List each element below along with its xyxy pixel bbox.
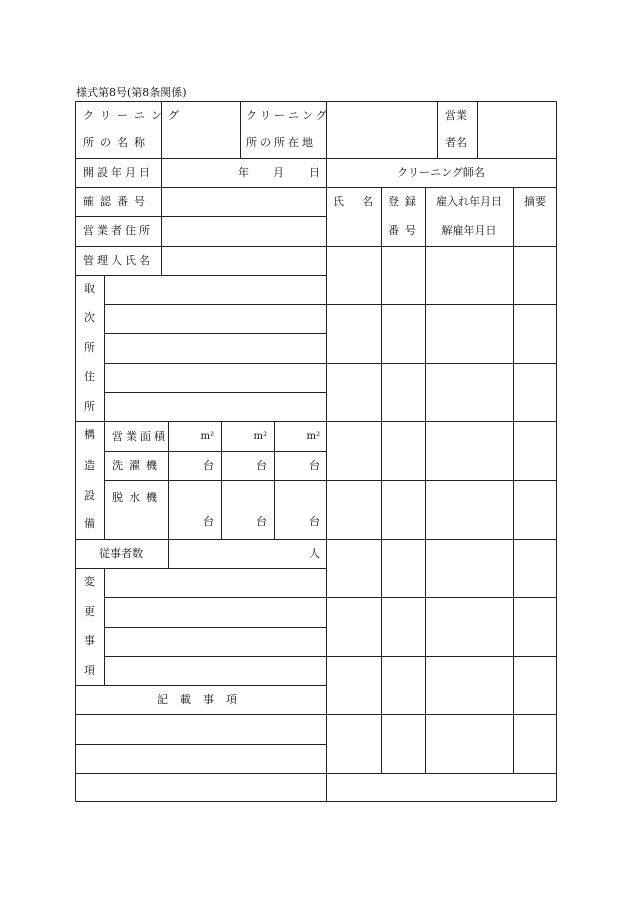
workers-unit: 人	[309, 547, 320, 560]
washer-unit-1: 台	[203, 459, 214, 472]
washer-unit-2: 台	[256, 459, 267, 472]
washer-label: 洗濯機	[112, 459, 163, 472]
col-registration-header-line1: 登録	[388, 195, 422, 208]
equipment-label-char: 備	[84, 517, 95, 530]
col-hire-date-header: 雇入れ年月日	[436, 195, 502, 208]
changes-label-char: 変	[84, 575, 95, 588]
facility-name-label-line1: クリーニング	[83, 109, 185, 122]
branch-label-char: 次	[84, 311, 95, 324]
cleaners-table-title: クリーニング師名	[397, 166, 485, 179]
col-remarks-header: 摘要	[524, 195, 546, 208]
branch-label-char: 所	[84, 400, 95, 413]
manager-name-label: 管理人氏名	[83, 254, 153, 267]
changes-label-char: 事	[84, 634, 95, 647]
operator-name-label-line1: 営業	[445, 109, 467, 122]
notes-label: 記載事項	[157, 693, 249, 706]
facility-location-label-line2: 所の所在地	[246, 136, 316, 149]
facility-name-label-line2: 所の名称	[83, 136, 151, 149]
equipment-label-char: 設	[84, 489, 95, 502]
dryer-label: 脱水機	[112, 491, 163, 504]
area-unit-3: m²	[306, 431, 320, 442]
day-label: 日	[309, 166, 320, 179]
business-area-label: 営業面積	[112, 430, 168, 443]
branch-label-char: 取	[84, 282, 95, 295]
col-dismiss-date-header: 解雇年月日	[441, 224, 497, 237]
equipment-label-char: 構	[84, 428, 95, 441]
changes-label-char: 項	[84, 664, 95, 677]
facility-location-label-line1: クリーニング	[246, 109, 330, 122]
washer-unit-3: 台	[309, 459, 320, 472]
opening-date-label: 開設年月日	[83, 166, 153, 179]
dryer-unit-3: 台	[309, 515, 320, 528]
branch-label-char: 住	[84, 370, 95, 383]
dryer-unit-1: 台	[203, 515, 214, 528]
area-unit-1: m²	[200, 431, 214, 442]
dryer-unit-2: 台	[256, 515, 267, 528]
area-unit-2: m²	[253, 431, 267, 442]
year-label: 年	[238, 166, 249, 179]
operator-name-label-line2: 者名	[445, 136, 467, 149]
confirmation-number-label: 確認番号	[83, 195, 151, 208]
form-number-caption: 様式第8号(第8条関係)	[76, 86, 187, 99]
changes-label-char: 更	[84, 605, 95, 618]
col-registration-header-line2: 番号	[388, 224, 422, 237]
equipment-label-char: 造	[84, 459, 95, 472]
month-label: 月	[273, 166, 284, 179]
operator-address-label: 営業者住所	[83, 224, 153, 237]
branch-label-char: 所	[84, 341, 95, 354]
col-name-header: 氏名	[333, 195, 391, 208]
workers-label: 従事者数	[99, 547, 143, 560]
